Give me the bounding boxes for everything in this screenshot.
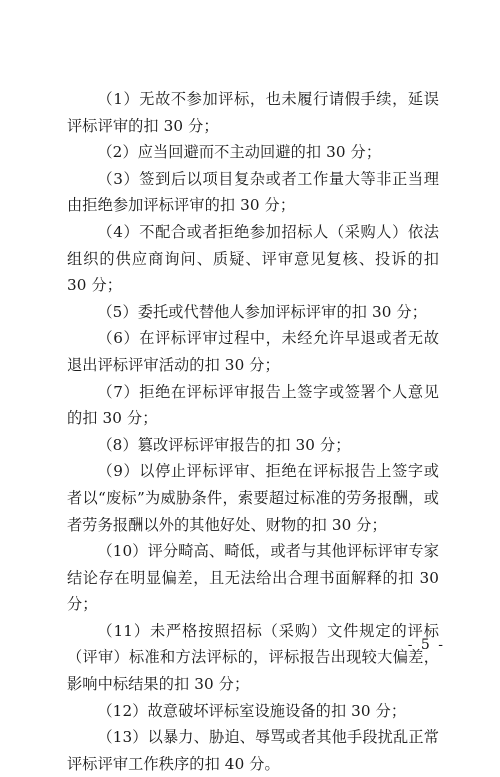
document-body — [67, 86, 439, 777]
list-item: （11）未严格按照招标（采购）文件规定的评标（评审）标准和方法评标的，评标报告出现较大偏差，影响中标结果的扣 30 分； — [67, 621, 439, 694]
list-item: （5）委托或代替他人参加评标评审的扣 30 分； — [97, 302, 427, 321]
list-item: （12）故意破坏评标室设施设备的扣 30 分； — [97, 701, 407, 720]
list-item: （13）以暴力、胁迫、辱骂或者其他手段扰乱正常评标评审工作秩序的扣 40 分。 — [67, 728, 439, 773]
list-item: （8）篡改评标评审报告的扣 30 分； — [97, 435, 351, 454]
list-item: （7）拒绝在评标评审报告上签字或签署个人意见的扣 30 分； — [67, 382, 439, 428]
list-item: （6）在评标评审过程中，未经允许早退或者无故退出评标评审活动的扣 30 分； — [67, 329, 439, 374]
list-item: （3）签到后以项目复杂或者工作量大等非正当理由拒绝参加评标评审的扣 30 分； — [67, 169, 439, 215]
list-item: （1）无故不参加评标，也未履行请假手续，延误评标评审的扣 30 分； — [67, 90, 439, 135]
page-number: - 5 - — [407, 637, 445, 653]
list-item: （10）评分畸高、畸低，或者与其他评标评审专家结论存在明显偏差，且无法给出合理书面解释的扣 30 分； — [67, 542, 439, 614]
list-item: （4）不配合或者拒绝参加招标人（采购人）依法组织的供应商询问、质疑、评审意见复核、投诉的扣 30 分； — [67, 222, 439, 295]
list-item: （2）应当回避而不主动回避的扣 30 分； — [97, 143, 382, 162]
list-item: （9）以停止评标评审、拒绝在评标报告上签字或者以“废标”为威胁条件，索要超过标准的劳务报酬，或者劳务报酬以外的其他好处、财物的扣 30 分； — [67, 462, 439, 534]
